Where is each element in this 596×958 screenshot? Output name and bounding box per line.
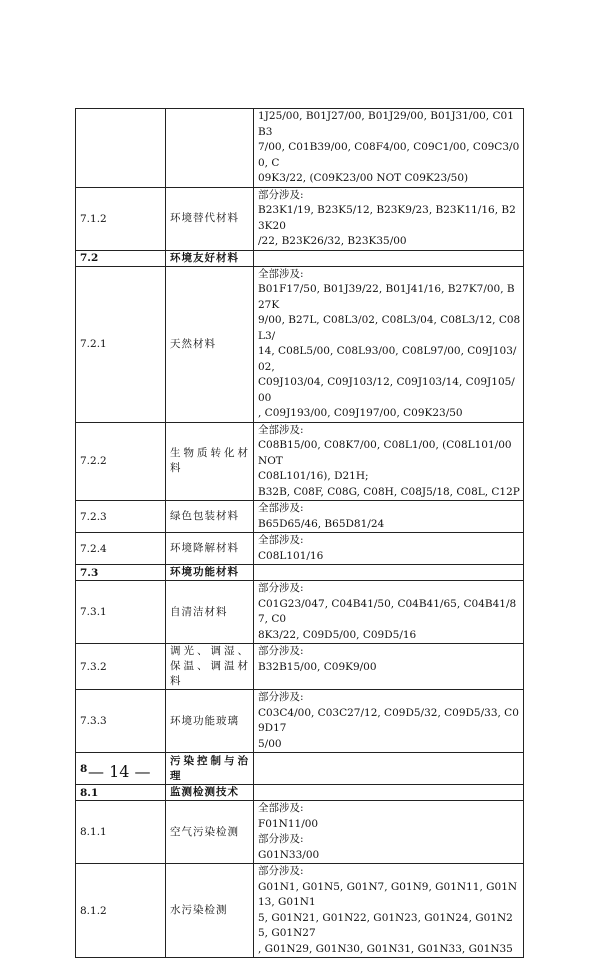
row-codes [254, 565, 524, 581]
row-number: 7.3.2 [76, 644, 166, 690]
row-number: 7.2 [76, 250, 166, 266]
row-name: 环境替代材料 [166, 187, 254, 250]
code-line: C09J103/04, C09J103/12, C09J103/14, C09J105/00 [258, 376, 515, 404]
row-name: 污染控制与治理 [166, 753, 254, 785]
code-line: , C09J193/00, C09J197/00, C09K23/50 [258, 407, 463, 419]
row-codes [254, 690, 524, 753]
row-codes [254, 864, 524, 958]
table-row [76, 266, 524, 422]
code-line: 全部涉及: [258, 534, 304, 546]
code-line: 09K3/22, (C09K23/00 NOT C09K23/50) [258, 172, 469, 184]
row-number: 7.2.4 [76, 533, 166, 565]
code-line: C08L101/16), D21H; [258, 470, 369, 482]
row-name: 自清洁材料 [166, 581, 254, 644]
row-number: 7.2.3 [76, 501, 166, 533]
table-row [76, 801, 524, 864]
table-row [76, 109, 524, 188]
code-line: 1J25/00, B01J27/00, B01J29/00, B01J31/00, C01B3 [258, 110, 514, 138]
row-codes [254, 533, 524, 565]
row-codes [254, 581, 524, 644]
row-number: 8 [76, 753, 166, 785]
code-line: C08B15/00, C08K7/00, C08L1/00, (C08L101/00 NOT [258, 439, 512, 467]
code-line: B65D65/46, B65D81/24 [258, 517, 385, 530]
table-row [76, 422, 524, 501]
row-number: 8.1.1 [76, 801, 166, 864]
code-line: 14, C08L5/00, C08L93/00, C08L97/00, C09J103/02, [258, 345, 517, 373]
table-row [76, 581, 524, 644]
code-line: 全部涉及: [258, 502, 304, 514]
table-row [76, 565, 524, 581]
row-codes [254, 785, 524, 801]
code-line: 部分涉及: [258, 645, 304, 657]
row-codes [254, 753, 524, 785]
row-number: 7.3.1 [76, 581, 166, 644]
row-name: 空气污染检测 [166, 801, 254, 864]
page-number: — 14 — [88, 762, 151, 781]
code-line: 部分涉及: [258, 582, 304, 594]
row-codes [254, 109, 524, 188]
code-line: 全部涉及: [258, 423, 304, 436]
row-name: 环境降解材料 [166, 533, 254, 565]
code-line: B01F17/50, B01J39/22, B01J41/16, B27K7/00, B27K [258, 283, 515, 311]
code-line: 部分涉及: [258, 865, 304, 877]
row-number: 8.1.2 [76, 864, 166, 958]
row-number: 7.1.2 [76, 187, 166, 250]
row-name: 环境友好材料 [166, 250, 254, 266]
classification-table [75, 108, 524, 958]
table-row [76, 250, 524, 266]
table-row [76, 690, 524, 753]
row-codes [254, 422, 524, 501]
row-number: 7.2.1 [76, 266, 166, 422]
row-codes [254, 266, 524, 422]
code-line: , G01N29, G01N30, G01N31, G01N33, G01N35 [258, 942, 513, 955]
row-name: 调光、调湿、保温、调温材料 [166, 644, 254, 690]
row-codes [254, 801, 524, 864]
table-row [76, 501, 524, 533]
row-name [166, 109, 254, 188]
row-name: 水污染检测 [166, 864, 254, 958]
row-codes [254, 501, 524, 533]
code-line: 8K3/22, C09D5/00, C09D5/16 [258, 628, 417, 641]
table-row [76, 533, 524, 565]
code-line: C08L101/16 [258, 549, 324, 562]
table-row [76, 644, 524, 690]
code-line: 全部涉及: [258, 267, 304, 280]
code-line: G01N33/00 [258, 848, 320, 861]
code-line: C01G23/047, C04B41/50, C04B41/65, C04B41/87, C0 [258, 597, 517, 625]
code-line: C03C4/00, C03C27/12, C09D5/32, C09D5/33, C09D17 [258, 706, 519, 734]
row-name: 生物质转化材料 [166, 422, 254, 501]
code-line: /22, B23K26/32, B23K35/00 [258, 235, 407, 247]
row-number: 7.3 [76, 565, 166, 581]
row-name: 环境功能玻璃 [166, 690, 254, 753]
row-number: 7.3.3 [76, 690, 166, 753]
code-line: G01N1, G01N5, G01N7, G01N9, G01N11, G01N13, G01N1 [258, 880, 518, 908]
code-line: 全部涉及: [258, 802, 304, 814]
code-line: B32B, C08F, C08G, C08H, C08J5/18, C08L, C12P [258, 485, 520, 498]
row-name: 绿色包装材料 [166, 501, 254, 533]
table-row [76, 785, 524, 801]
code-line: B32B15/00, C09K9/00 [258, 660, 377, 673]
code-line: 5/00 [258, 737, 282, 750]
row-codes [254, 250, 524, 266]
row-number: 8.1 [76, 785, 166, 801]
code-line: 7/00, C01B39/00, C08F4/00, C09C1/00, C09C3/00, C [258, 141, 520, 169]
row-codes [254, 187, 524, 250]
row-number: 7.2.2 [76, 422, 166, 501]
code-line: 部分涉及: [258, 691, 304, 703]
code-line: B23K1/19, B23K5/12, B23K9/23, B23K11/16, B23K20 [258, 204, 516, 232]
row-number [76, 109, 166, 188]
row-name: 天然材料 [166, 266, 254, 422]
code-line: 9/00, B27L, C08L3/02, C08L3/04, C08L3/12, C08L3/ [258, 314, 521, 342]
code-line: F01N11/00 [258, 817, 319, 830]
code-line: 部分涉及: [258, 188, 304, 201]
table-row [76, 187, 524, 250]
code-line: 5, G01N21, G01N22, G01N23, G01N24, G01N25, G01N27 [258, 911, 513, 939]
table-row [76, 864, 524, 958]
row-name: 环境功能材料 [166, 565, 254, 581]
code-line: 部分涉及: [258, 833, 304, 845]
row-name: 监测检测技术 [166, 785, 254, 801]
row-codes [254, 644, 524, 690]
